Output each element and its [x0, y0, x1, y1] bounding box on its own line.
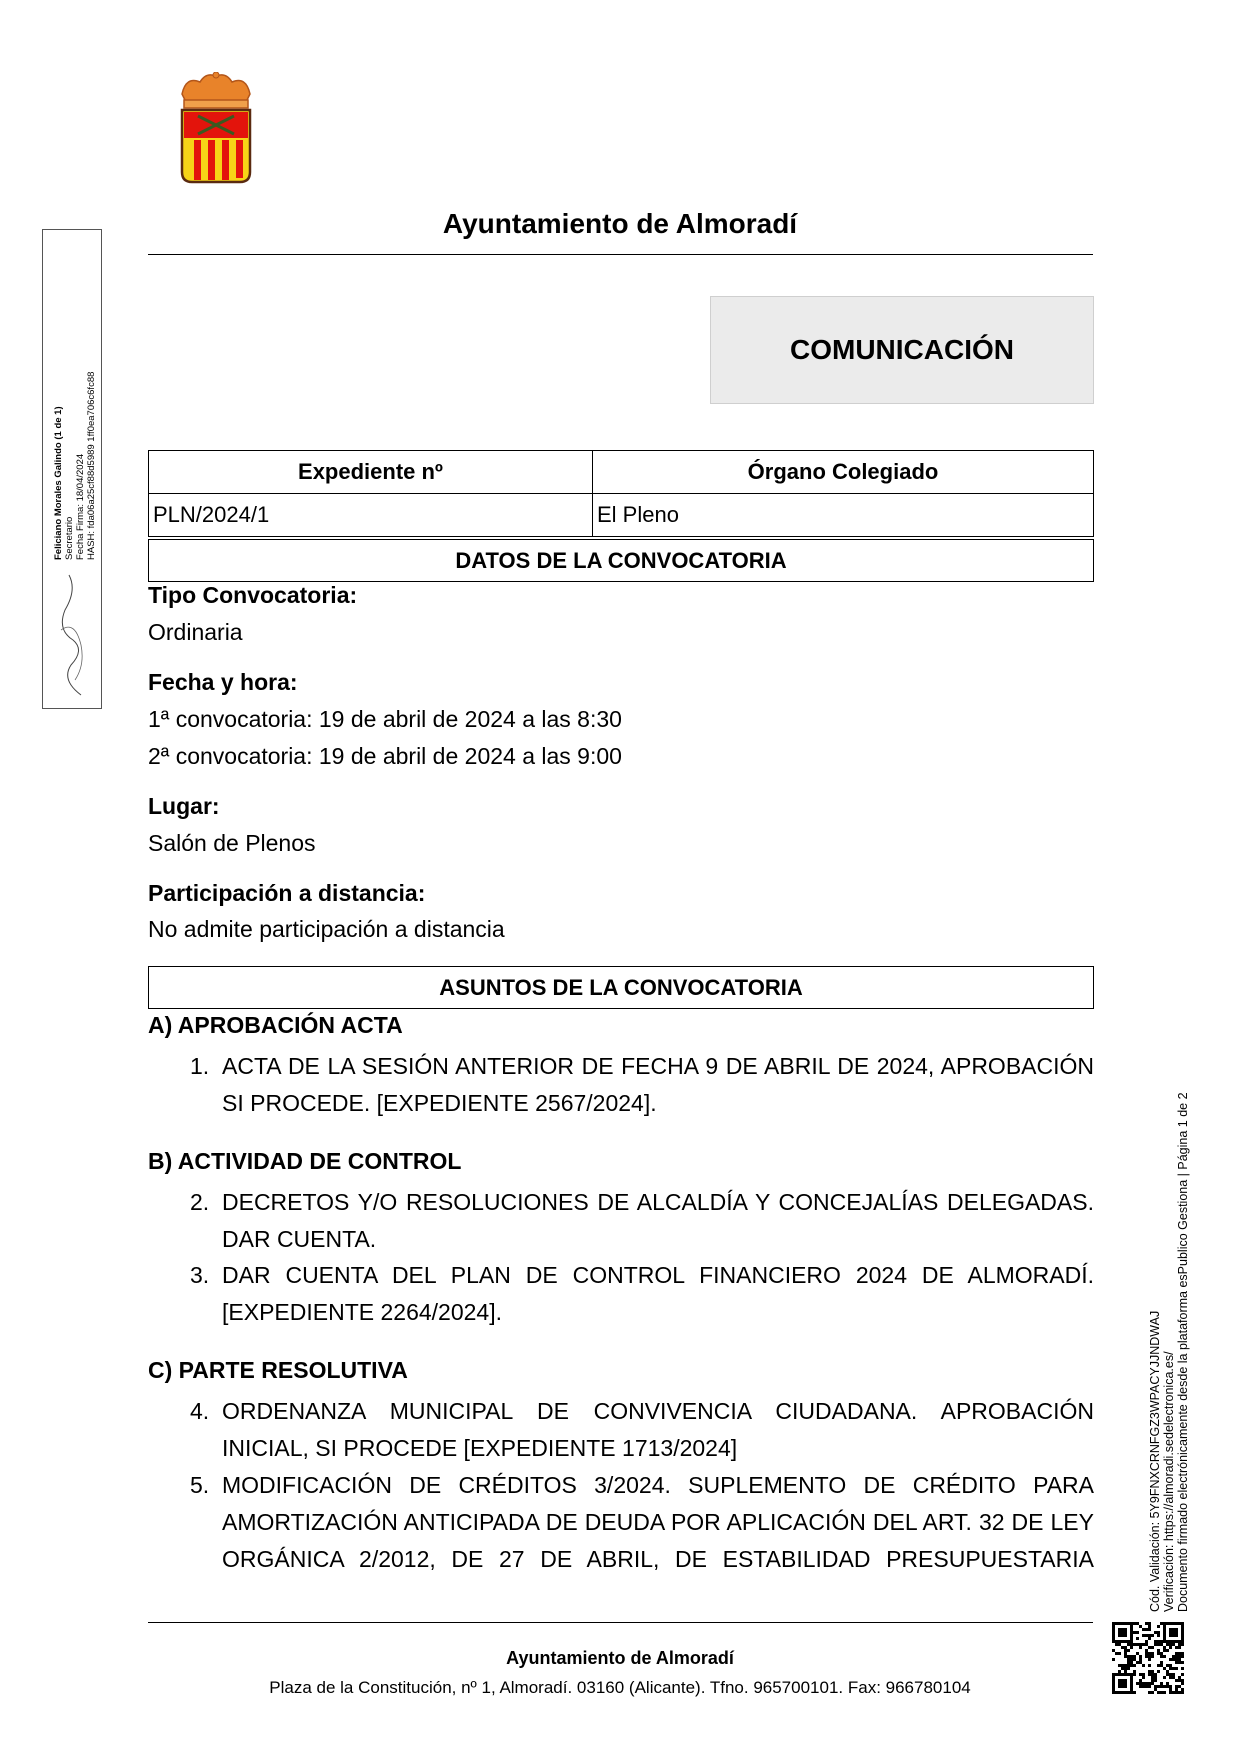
- footer-address: Plaza de la Constitución, nº 1, Almoradí. 03160 (Alicante). Tfno. 965700101. Fax: 966780104: [269, 1678, 971, 1697]
- item-number: 1.: [190, 1053, 210, 1079]
- item-text: MODIFICACIÓN DE CRÉDITOS 3/2024. SUPLEMENTO DE CRÉDITO PARA AMORTIZACIÓN ANTICIPADA DE DEUDA POR APLICACIÓN DEL ART. 32 DE LEY ORGÁNICA 2/2012, DE 27 DE ABRIL, DE ESTABILIDAD PRESUPUESTARIA: [222, 1472, 1094, 1572]
- lugar-label: Lugar:: [148, 793, 220, 819]
- list-item: [190, 1048, 1094, 1122]
- table-row: [149, 494, 1094, 537]
- list-item: [190, 1257, 1094, 1331]
- signer-role: Secretario: [64, 516, 75, 560]
- tipo-convocatoria-label: Tipo Convocatoria:: [148, 582, 358, 608]
- table-cell: PLN/2024/1: [149, 494, 593, 537]
- primera-convocatoria: 1ª convocatoria: 19 de abril de 2024 a las 8:30: [148, 706, 622, 732]
- signature-date: Fecha Firma: 18/04/2024: [75, 453, 86, 560]
- table-header-cell: Órgano Colegiado: [593, 451, 1094, 494]
- page-title: Ayuntamiento de Almoradí: [442, 208, 798, 239]
- expediente-table: [148, 450, 1094, 537]
- tipo-convocatoria-value: Ordinaria: [148, 619, 243, 645]
- list-item: [190, 1184, 1094, 1258]
- item-text: DAR CUENTA DEL PLAN DE CONTROL FINANCIERO 2024 DE ALMORADÍ. [EXPEDIENTE 2264/2024].: [222, 1262, 1094, 1325]
- signer-name: Feliciano Morales Galindo (1 de 1): [53, 406, 64, 560]
- fecha-hora-label: Fecha y hora:: [148, 669, 298, 695]
- group-a-title: A) APROBACIÓN ACTA: [148, 1012, 403, 1038]
- item-number: 2.: [190, 1189, 210, 1215]
- qr-code-icon: [1112, 1622, 1184, 1694]
- item-text: ACTA DE LA SESIÓN ANTERIOR DE FECHA 9 DE ABRIL DE 2024, APROBACIÓN SI PROCEDE. [EXPEDIENTE 2567/2024].: [222, 1053, 1094, 1116]
- participacion-value: No admite participación a distancia: [148, 916, 505, 942]
- validation-info: [1148, 1092, 1190, 1612]
- signature-hash: HASH: fda06a25cf88d5989 1ff0ea706c6fc88: [86, 371, 97, 560]
- crown-icon: [182, 72, 250, 108]
- item-text: ORDENANZA MUNICIPAL DE CONVIVENCIA CIUDADANA. APROBACIÓN INICIAL, SI PROCEDE [EXPEDIENTE 1713/2024]: [222, 1398, 1094, 1461]
- platform-notice: Documento firmado electrónicamente desde la plataforma esPublico Gestiona | Página 1 de 2: [1176, 1092, 1190, 1612]
- table-header-row: [149, 451, 1094, 494]
- list-item: [190, 1393, 1094, 1467]
- list-item: [190, 1467, 1094, 1578]
- asuntos-section-header: ASUNTOS DE LA CONVOCATORIA: [148, 966, 1094, 1009]
- footer-organization: Ayuntamiento de Almoradí: [506, 1648, 734, 1668]
- datos-section-header: DATOS DE LA CONVOCATORIA: [148, 539, 1094, 582]
- segunda-convocatoria: 2ª convocatoria: 19 de abril de 2024 a las 9:00: [148, 743, 622, 769]
- item-number: 3.: [190, 1262, 210, 1288]
- participacion-label: Participación a distancia:: [148, 880, 426, 906]
- coat-of-arms-logo: [176, 72, 256, 184]
- document-type-badge: COMUNICACIÓN: [710, 296, 1094, 404]
- item-number: 5.: [190, 1472, 210, 1498]
- group-b-title: B) ACTIVIDAD DE CONTROL: [148, 1148, 462, 1174]
- header-divider: [148, 254, 1093, 255]
- footer-divider: [148, 1622, 1093, 1623]
- handwritten-signature: [51, 570, 95, 700]
- table-header-cell: Expediente nº: [149, 451, 593, 494]
- validation-code: Cód. Validación: 5Y9FNXCRNFGZ3WPACYJJNDWAJ: [1148, 1310, 1162, 1612]
- item-number: 4.: [190, 1398, 210, 1424]
- table-cell: El Pleno: [593, 494, 1094, 537]
- lugar-value: Salón de Plenos: [148, 830, 316, 856]
- group-c-title: C) PARTE RESOLUTIVA: [148, 1357, 408, 1383]
- signature-details: [53, 372, 97, 560]
- signature-box: [42, 229, 102, 709]
- verification-link[interactable]: Verificación: https://almoradi.sedelectronica.es/: [1162, 1351, 1176, 1612]
- item-text: DECRETOS Y/O RESOLUCIONES DE ALCALDÍA Y CONCEJALÍAS DELEGADAS. DAR CUENTA.: [222, 1189, 1094, 1252]
